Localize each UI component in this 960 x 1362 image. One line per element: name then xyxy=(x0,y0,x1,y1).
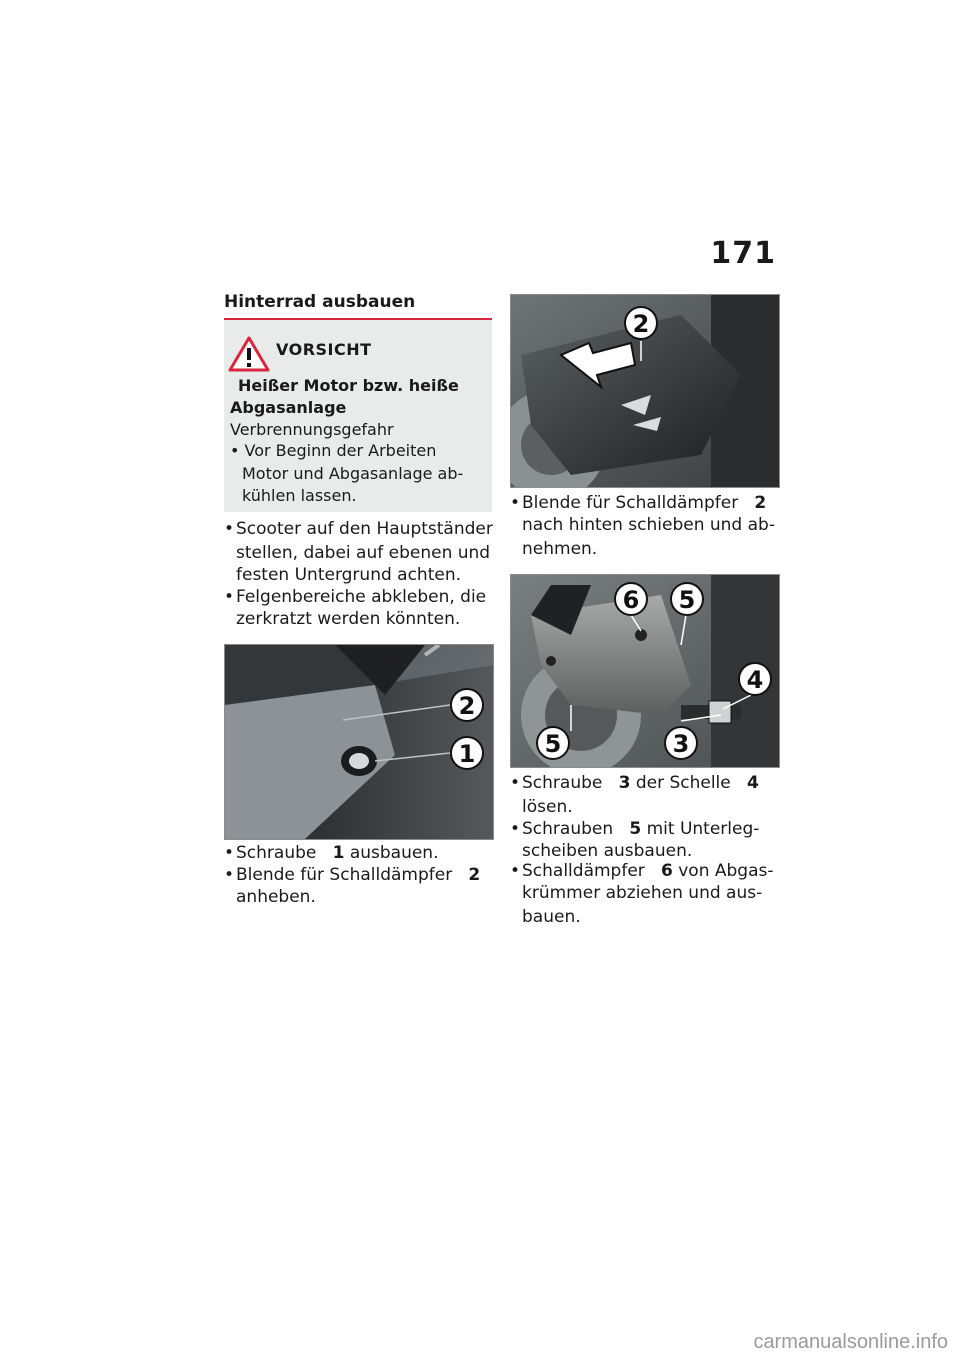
step-schalldaempfer-line1: • Schalldämpfer 6 von Abgas- xyxy=(510,861,774,881)
figure-cover-slide xyxy=(510,294,780,488)
step-abkleben-line1: • Felgenbereiche abkleben, die xyxy=(224,587,487,607)
callout-5-bottom: 5 xyxy=(544,730,562,758)
consequence: Verbrennungsgefahr xyxy=(230,420,394,439)
action-line-3: kühlen lassen. xyxy=(242,486,357,505)
step-blende-schieben-line1: • Blende für Schalldämpfer 2 xyxy=(510,493,767,513)
callout-4: 4 xyxy=(746,666,764,694)
bullet: • xyxy=(224,865,235,885)
step-hauptstaender-line3: festen Untergrund achten. xyxy=(236,565,462,585)
hazard-line-1: Heißer Motor bzw. heiße xyxy=(238,376,459,395)
callout-5-top: 5 xyxy=(678,586,696,614)
action-line-2: Motor und Abgasanlage ab- xyxy=(242,464,464,483)
bullet: • xyxy=(510,819,521,839)
callout-2: 2 xyxy=(632,310,650,338)
action-line-1: • Vor Beginn der Arbeiten xyxy=(230,441,437,460)
footer-watermark: carmanualsonline.info xyxy=(753,1331,948,1353)
section-title: Hinterrad ausbauen xyxy=(224,292,416,312)
step-hauptstaender-line1: • Scooter auf den Hauptständer xyxy=(224,519,493,539)
bullet: • xyxy=(510,773,521,793)
figure-1-illustration xyxy=(225,645,493,839)
step-abkleben-line2: zerkratzt werden könnten. xyxy=(236,609,461,629)
step-blende-anheben-line1: • Blende für Schalldämpfer 2 xyxy=(224,865,481,885)
warning-box xyxy=(224,320,492,512)
step-schrauben-line1: • Schrauben 5 mit Unterleg- xyxy=(510,819,760,839)
callout-1: 1 xyxy=(458,740,476,768)
callout-2: 2 xyxy=(458,692,476,720)
step-blende-schieben-line2: nach hinten schieben und ab- xyxy=(522,515,775,535)
warning-heading: VORSICHT xyxy=(276,340,372,359)
step-schalldaempfer-line3: bauen. xyxy=(522,907,581,927)
warning-triangle-icon xyxy=(228,336,270,372)
step-schelle-line2: lösen. xyxy=(522,797,573,817)
step-hauptstaender-line2: stellen, dabei auf ebenen und xyxy=(236,543,491,563)
step-blende-anheben-line2: anheben. xyxy=(236,887,316,907)
figure-silencer xyxy=(510,574,780,768)
bullet: • xyxy=(224,519,235,539)
bullet: • xyxy=(510,493,521,513)
step-schrauben-line2: scheiben ausbauen. xyxy=(522,841,693,861)
bullet: • xyxy=(510,861,521,881)
figure-2-illustration xyxy=(511,295,779,487)
step-schalldaempfer-line2: krümmer abziehen und aus- xyxy=(522,883,763,903)
callout-3: 3 xyxy=(672,730,690,758)
figure-3-illustration xyxy=(511,575,779,767)
page-number: 171 xyxy=(710,236,776,271)
bullet: • xyxy=(224,587,235,607)
step-blende-schieben-line3: nehmen. xyxy=(522,539,598,559)
step-schraube-1: • Schraube 1 ausbauen. xyxy=(224,843,439,863)
bullet: • xyxy=(224,843,235,863)
hazard-line-2: Abgasanlage xyxy=(230,398,347,417)
figure-screw-cover xyxy=(224,644,494,840)
callout-6: 6 xyxy=(622,586,640,614)
step-schelle-line1: • Schraube 3 der Schelle 4 xyxy=(510,773,759,793)
